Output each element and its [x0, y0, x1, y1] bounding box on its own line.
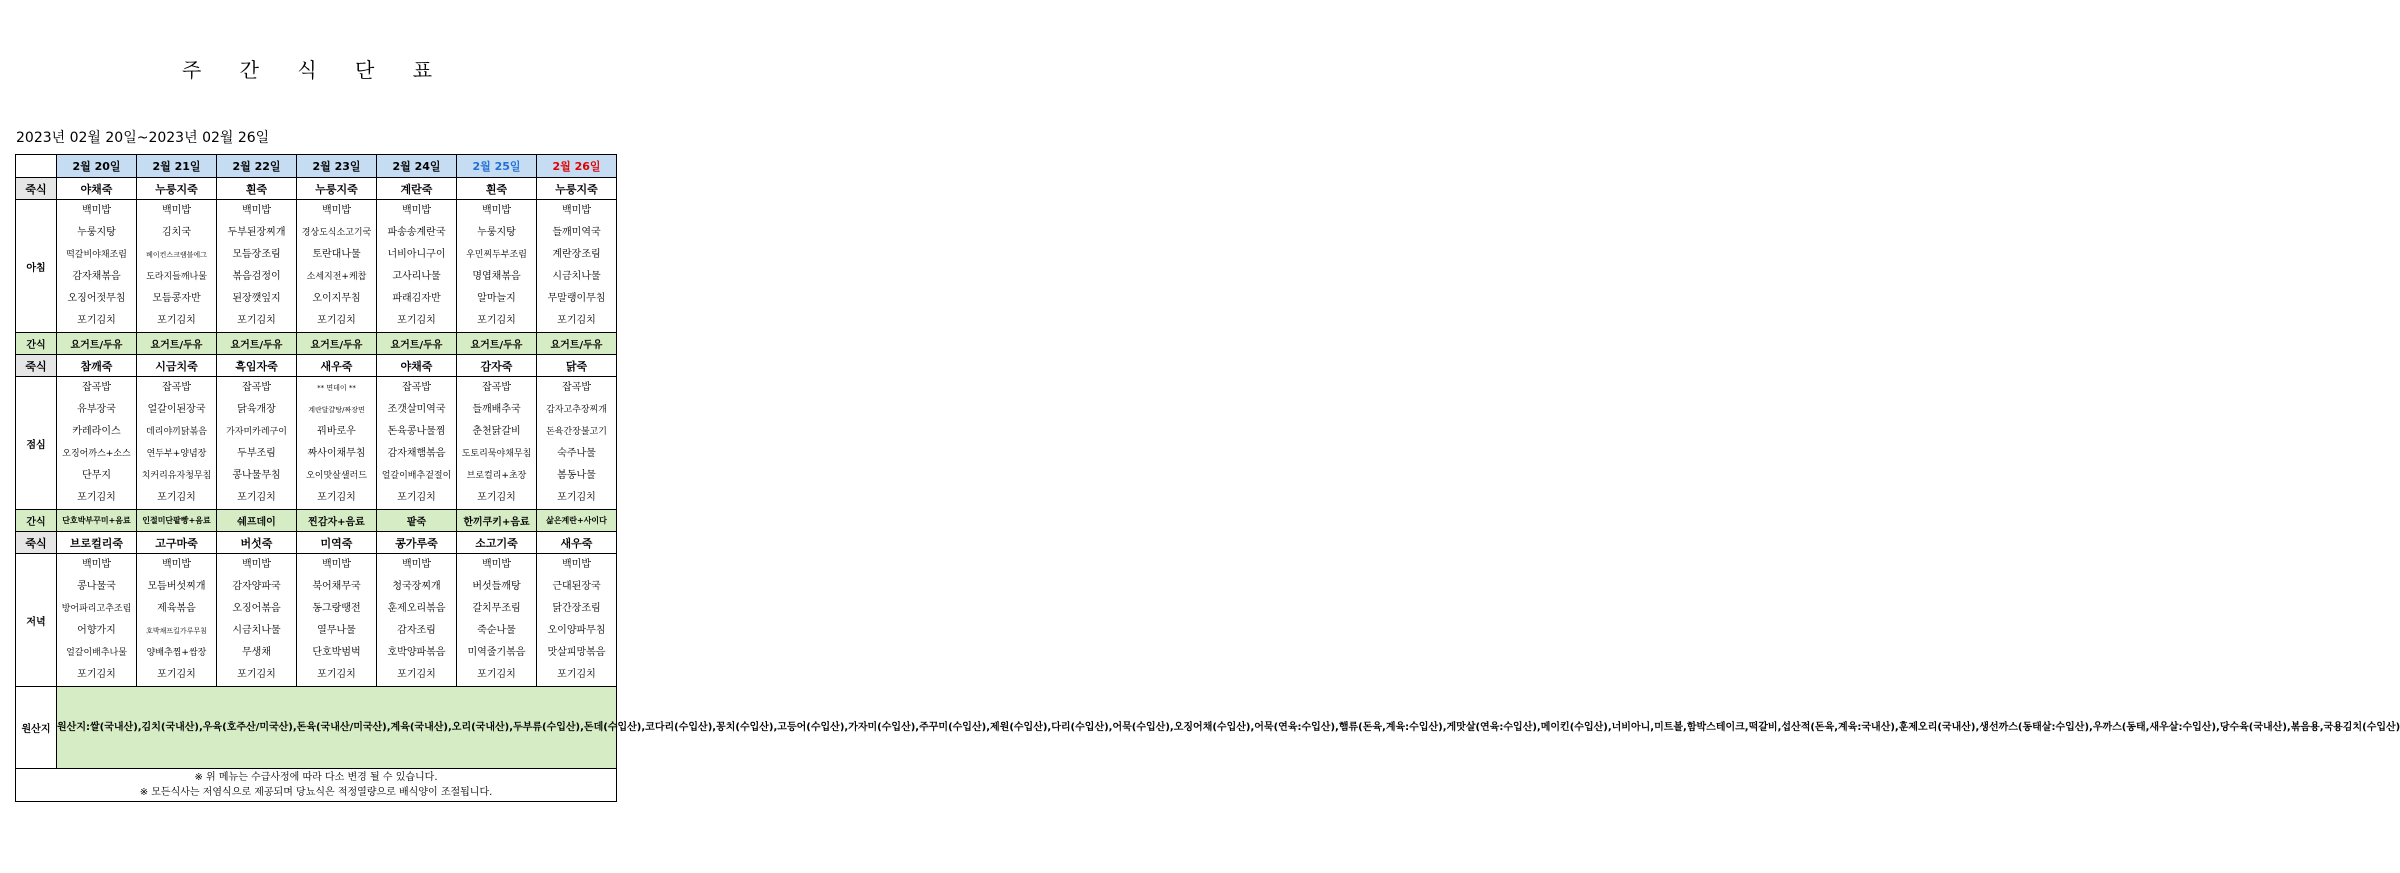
menu-item: 포기김치 [157, 315, 196, 326]
row-label-snack: 간식 [16, 510, 57, 532]
menu-item: 백미밥 [82, 205, 111, 216]
menu-item: 포기김치 [157, 669, 196, 680]
menu-item: 오이맛살샐러드 [306, 471, 367, 481]
lunch-cell [137, 377, 217, 510]
breakfast-juk-cell: 흰죽 [457, 178, 537, 200]
lunch-cell [377, 377, 457, 510]
menu-item: 잡곡밥 [82, 382, 111, 393]
menu-item: 포기김치 [237, 492, 276, 503]
menu-item: 카레라이스 [72, 426, 121, 437]
menu-item: 짜사이채무침 [307, 448, 366, 459]
dinner-cell [217, 554, 297, 687]
menu-item: 유부장국 [77, 404, 116, 415]
dinner-cell [537, 554, 617, 687]
snack-cell: 요거트/두유 [297, 333, 377, 355]
menu-item: 연두부+양념장 [146, 449, 207, 459]
menu-item: 모듬버섯찌개 [147, 581, 206, 592]
page-title: 주 간 식 단 표 [181, 58, 449, 82]
menu-item: 백미밥 [322, 559, 351, 570]
menu-item: 포기김치 [557, 492, 596, 503]
menu-item: 포기김치 [237, 669, 276, 680]
date-range: 2023년 02월 20일~2023년 02월 26일 [16, 130, 270, 146]
menu-item: 포기김치 [477, 669, 516, 680]
menu-item: 양배추찜+쌈장 [146, 648, 207, 658]
menu-item: 시금치나물 [232, 625, 281, 636]
menu-item: 포기김치 [557, 315, 596, 326]
menu-item: 포기김치 [77, 492, 116, 503]
menu-item: 근대된장국 [552, 581, 601, 592]
menu-item: 된장깻잎지 [232, 293, 281, 304]
breakfast-juk-row [16, 178, 617, 200]
menu-item: 잡곡밥 [402, 382, 431, 393]
menu-item: 오이양파무침 [547, 625, 606, 636]
breakfast-juk-cell: 흰죽 [217, 178, 297, 200]
menu-item: 김치국 [162, 227, 191, 238]
weekly-menu-table [15, 154, 2400, 802]
day-header: 2월 26일 [537, 155, 617, 178]
menu-item: 오징어까스+소스 [62, 449, 131, 459]
menu-item: 감자양파국 [232, 581, 281, 592]
dinner-juk-cell: 고구마죽 [137, 532, 217, 554]
menu-item: 들깨배추국 [472, 404, 521, 415]
menu-item: 브로컬리+초장 [466, 471, 527, 481]
menu-item: 알마늘지 [477, 293, 516, 304]
menu-item: 고사리나물 [392, 271, 441, 282]
breakfast-cell [57, 200, 137, 333]
snack-cell: 요거트/두유 [217, 333, 297, 355]
menu-item: 단무지 [82, 470, 111, 481]
header-corner [16, 155, 57, 178]
lunch-juk-cell: 참깨죽 [57, 355, 137, 377]
lunch-juk-cell: 닭죽 [537, 355, 617, 377]
dinner-juk-cell: 새우죽 [537, 532, 617, 554]
snack-cell: 찐감자+음료 [297, 510, 377, 532]
menu-item: 춘천닭갈비 [472, 426, 521, 437]
menu-item: 떡갈비야채조림 [66, 250, 127, 260]
row-label-lunch: 점심 [16, 377, 57, 510]
breakfast-cell [537, 200, 617, 333]
menu-item: 오이지무침 [312, 293, 361, 304]
snack-cell: 요거트/두유 [457, 333, 537, 355]
menu-item: 백미밥 [562, 559, 591, 570]
row-label-juk: 죽식 [16, 532, 57, 554]
lunch-cell [297, 377, 377, 510]
snack-cell: 단호박부꾸미+음료 [57, 510, 137, 532]
dinner-juk-cell: 콩가루죽 [377, 532, 457, 554]
breakfast-row [16, 200, 617, 333]
menu-item: 숙주나물 [557, 448, 596, 459]
menu-item: 모듬콩자반 [152, 293, 201, 304]
menu-item: 토란대나물 [312, 249, 361, 260]
menu-item: 베이컨스크램블에그 [146, 251, 207, 259]
lunch-cell [57, 377, 137, 510]
menu-item: 포기김치 [237, 315, 276, 326]
snack-cell: 요거트/두유 [537, 333, 617, 355]
snack-cell: 요거트/두유 [377, 333, 457, 355]
menu-item: 포기김치 [77, 315, 116, 326]
breakfast-cell [137, 200, 217, 333]
menu-item: 포기김치 [317, 492, 356, 503]
note-line: ※ 위 메뉴는 수급사정에 따라 다소 변경 될 수 있습니다. [194, 772, 438, 783]
snack-cell: 인절미단팥빵+음료 [137, 510, 217, 532]
lunch-juk-cell: 흑임자죽 [217, 355, 297, 377]
menu-item: 호박양파볶음 [387, 647, 446, 658]
row-label-juk: 죽식 [16, 178, 57, 200]
notes-cell [16, 769, 617, 802]
day-header: 2월 23일 [297, 155, 377, 178]
menu-item: 동그랑땡전 [312, 603, 361, 614]
menu-item: 백미밥 [82, 559, 111, 570]
menu-item: 계란장조림 [552, 249, 601, 260]
menu-item: 잡곡밥 [562, 382, 591, 393]
menu-item: 백미밥 [482, 559, 511, 570]
menu-item: 백미밥 [402, 205, 431, 216]
header-row [16, 155, 617, 178]
lunch-juk-row [16, 355, 617, 377]
menu-item: 포기김치 [317, 315, 356, 326]
menu-item: 포기김치 [397, 315, 436, 326]
dinner-cell [297, 554, 377, 687]
menu-item: 버섯들깨탕 [472, 581, 521, 592]
menu-item: 치커리유자청무침 [141, 471, 212, 481]
row-label-snack: 간식 [16, 333, 57, 355]
morning-snack-row [16, 333, 617, 355]
menu-item: 잡곡밥 [482, 382, 511, 393]
dinner-cell [57, 554, 137, 687]
menu-item: 누룽지탕 [77, 227, 116, 238]
breakfast-juk-cell: 누룽지죽 [537, 178, 617, 200]
snack-cell: 삶은계란+사이다 [537, 510, 617, 532]
menu-item: 봄동나물 [557, 470, 596, 481]
menu-item: 포기김치 [397, 492, 436, 503]
menu-item: 명엽채볶음 [472, 271, 521, 282]
menu-item: 우민찌두부조림 [466, 250, 527, 260]
menu-item: 얼갈이된장국 [147, 404, 206, 415]
menu-item: 백미밥 [482, 205, 511, 216]
breakfast-cell [297, 200, 377, 333]
breakfast-juk-cell: 누룽지죽 [137, 178, 217, 200]
row-label-dinner: 저녁 [16, 554, 57, 687]
menu-item: 조갯살미역국 [387, 404, 446, 415]
menu-item: 두부된장찌개 [227, 227, 286, 238]
lunch-juk-cell: 시금치죽 [137, 355, 217, 377]
lunch-juk-cell: 야채죽 [377, 355, 457, 377]
menu-item: 감자조림 [397, 625, 436, 636]
menu-item: 닭간장조림 [552, 603, 601, 614]
menu-item: 갈치무조림 [472, 603, 521, 614]
menu-item: 얼갈이배추겉절이 [381, 471, 452, 481]
menu-item: 백미밥 [322, 205, 351, 216]
dinner-juk-cell: 브로컬리죽 [57, 532, 137, 554]
menu-item: 백미밥 [562, 205, 591, 216]
day-header: 2월 24일 [377, 155, 457, 178]
row-label-breakfast: 아침 [16, 200, 57, 333]
menu-item: 어향가지 [77, 625, 116, 636]
menu-item: ** 면데이 ** [317, 384, 356, 392]
menu-item: 북어채무국 [312, 581, 361, 592]
row-label-juk: 죽식 [16, 355, 57, 377]
menu-item: 두부조림 [237, 448, 276, 459]
dinner-juk-row [16, 532, 617, 554]
menu-item: 데리야끼닭볶음 [146, 427, 207, 437]
menu-item: 오징어볶음 [232, 603, 281, 614]
menu-item: 훈제오리볶음 [387, 603, 446, 614]
dinner-cell [137, 554, 217, 687]
menu-item: 무생채 [242, 647, 271, 658]
menu-item: 청국장찌개 [392, 581, 441, 592]
menu-item: 백미밥 [242, 559, 271, 570]
snack-cell: 팥죽 [377, 510, 457, 532]
menu-item: 죽순나물 [477, 625, 516, 636]
menu-item: 경상도식소고기국 [301, 228, 372, 238]
afternoon-snack-row [16, 510, 617, 532]
menu-item: 포기김치 [77, 669, 116, 680]
menu-item: 포기김치 [397, 669, 436, 680]
menu-item: 모듬장조림 [232, 249, 281, 260]
menu-item: 들깨미역국 [552, 227, 601, 238]
menu-item: 백미밥 [242, 205, 271, 216]
menu-item: 돈육콩나물찜 [387, 426, 446, 437]
breakfast-juk-cell: 야채죽 [57, 178, 137, 200]
menu-item: 포기김치 [557, 669, 596, 680]
menu-item: 감자채볶음 [72, 271, 121, 282]
origin-info: 원산지:쌀(국내산),김치(국내산),우육(호주산/미국산),돈육(국내산/미국산),계육(국내산),오리(국내산),두부류(수입산),돈데(수입산),코다리(수입산),꽁치(수입산),고등어(수입산),가자미(수입산),주꾸미(수입산),제원(수입산),다리(수입산),어묵(수입산),오징어채(수입산),어묵(연육:수입산),햄류(돈육,계육:수입산),게맛살(연육:수입산),메이킨(수입산),너비아니,미트볼,함박스테이크,떡갈비,섭산적(돈육,계육:국내산),훈제오리(국내산),생선까스(동태살:수입산),우까스(동태,새우살:수입산),당수육(국내산),볶음용,국용김치(수입산) [57, 687, 617, 769]
menu-item: 콩나물국 [77, 581, 116, 592]
notes-row [16, 769, 617, 802]
menu-item: 열무나물 [317, 625, 356, 636]
breakfast-cell [217, 200, 297, 333]
menu-item: 포기김치 [477, 492, 516, 503]
menu-item: 콩나물무침 [232, 470, 281, 481]
menu-item: 백미밥 [162, 205, 191, 216]
menu-item: 얼갈이배추나물 [66, 648, 127, 658]
menu-item: 감자고추장찌개 [546, 405, 607, 415]
menu-item: 방어파리고추조림 [61, 604, 132, 614]
menu-item: 도토리묵야채무침 [461, 449, 532, 459]
menu-item: 계란달걀탕/짜장면 [308, 406, 365, 414]
day-header: 2월 21일 [137, 155, 217, 178]
day-header: 2월 22일 [217, 155, 297, 178]
lunch-row [16, 377, 617, 510]
menu-item: 포기김치 [157, 492, 196, 503]
snack-cell: 요거트/두유 [137, 333, 217, 355]
menu-item: 파송송계란국 [387, 227, 446, 238]
menu-item: 포기김치 [317, 669, 356, 680]
dinner-juk-cell: 소고기죽 [457, 532, 537, 554]
menu-item: 가자미카레구이 [226, 427, 287, 437]
menu-item: 볶음검정이 [232, 271, 281, 282]
menu-item: 미역줄기볶음 [467, 647, 526, 658]
menu-item: 너비아니구이 [387, 249, 446, 260]
menu-item: 무말랭이무침 [547, 293, 606, 304]
row-label-origin: 원산지 [16, 687, 57, 769]
menu-item: 오징어젓무침 [67, 293, 126, 304]
breakfast-cell [377, 200, 457, 333]
menu-item: 도라지들깨나물 [146, 272, 207, 282]
day-header: 2월 20일 [57, 155, 137, 178]
dinner-juk-cell: 버섯죽 [217, 532, 297, 554]
breakfast-juk-cell: 계란죽 [377, 178, 457, 200]
menu-item: 포기김치 [477, 315, 516, 326]
menu-item: 파래김자반 [392, 293, 441, 304]
lunch-cell [217, 377, 297, 510]
menu-item: 시금치나물 [552, 271, 601, 282]
lunch-cell [537, 377, 617, 510]
menu-item: 누룽지탕 [477, 227, 516, 238]
dinner-juk-cell: 미역죽 [297, 532, 377, 554]
breakfast-cell [457, 200, 537, 333]
snack-cell: 요거트/두유 [57, 333, 137, 355]
menu-item: 꿔바로우 [317, 426, 356, 437]
lunch-cell [457, 377, 537, 510]
menu-item: 소세지전+케찹 [306, 272, 367, 282]
breakfast-juk-cell: 누룽지죽 [297, 178, 377, 200]
lunch-juk-cell: 새우죽 [297, 355, 377, 377]
menu-item: 호박채프킬가루무침 [146, 627, 207, 635]
menu-item: 단호박범벅 [312, 647, 361, 658]
menu-item: 잡곡밥 [162, 382, 191, 393]
menu-item: 닭육개장 [237, 404, 276, 415]
menu-item: 돈육간장불고기 [546, 427, 607, 437]
lunch-juk-cell: 감자죽 [457, 355, 537, 377]
menu-item: 백미밥 [162, 559, 191, 570]
menu-item: 잡곡밥 [242, 382, 271, 393]
menu-item: 맛살피망볶음 [547, 647, 606, 658]
snack-cell: 한끼쿠키+음료 [457, 510, 537, 532]
menu-item: 제육볶음 [157, 603, 196, 614]
dinner-cell [457, 554, 537, 687]
dinner-row [16, 554, 617, 687]
note-line: ※ 모든식사는 저염식으로 제공되며 당뇨식은 적정열량으로 배식양이 조절됩니다. [139, 787, 493, 798]
day-header: 2월 25일 [457, 155, 537, 178]
dinner-cell [377, 554, 457, 687]
origin-row [16, 687, 617, 769]
snack-cell: 쉐프데이 [217, 510, 297, 532]
menu-item: 백미밥 [402, 559, 431, 570]
menu-item: 감자채햄볶음 [387, 448, 446, 459]
